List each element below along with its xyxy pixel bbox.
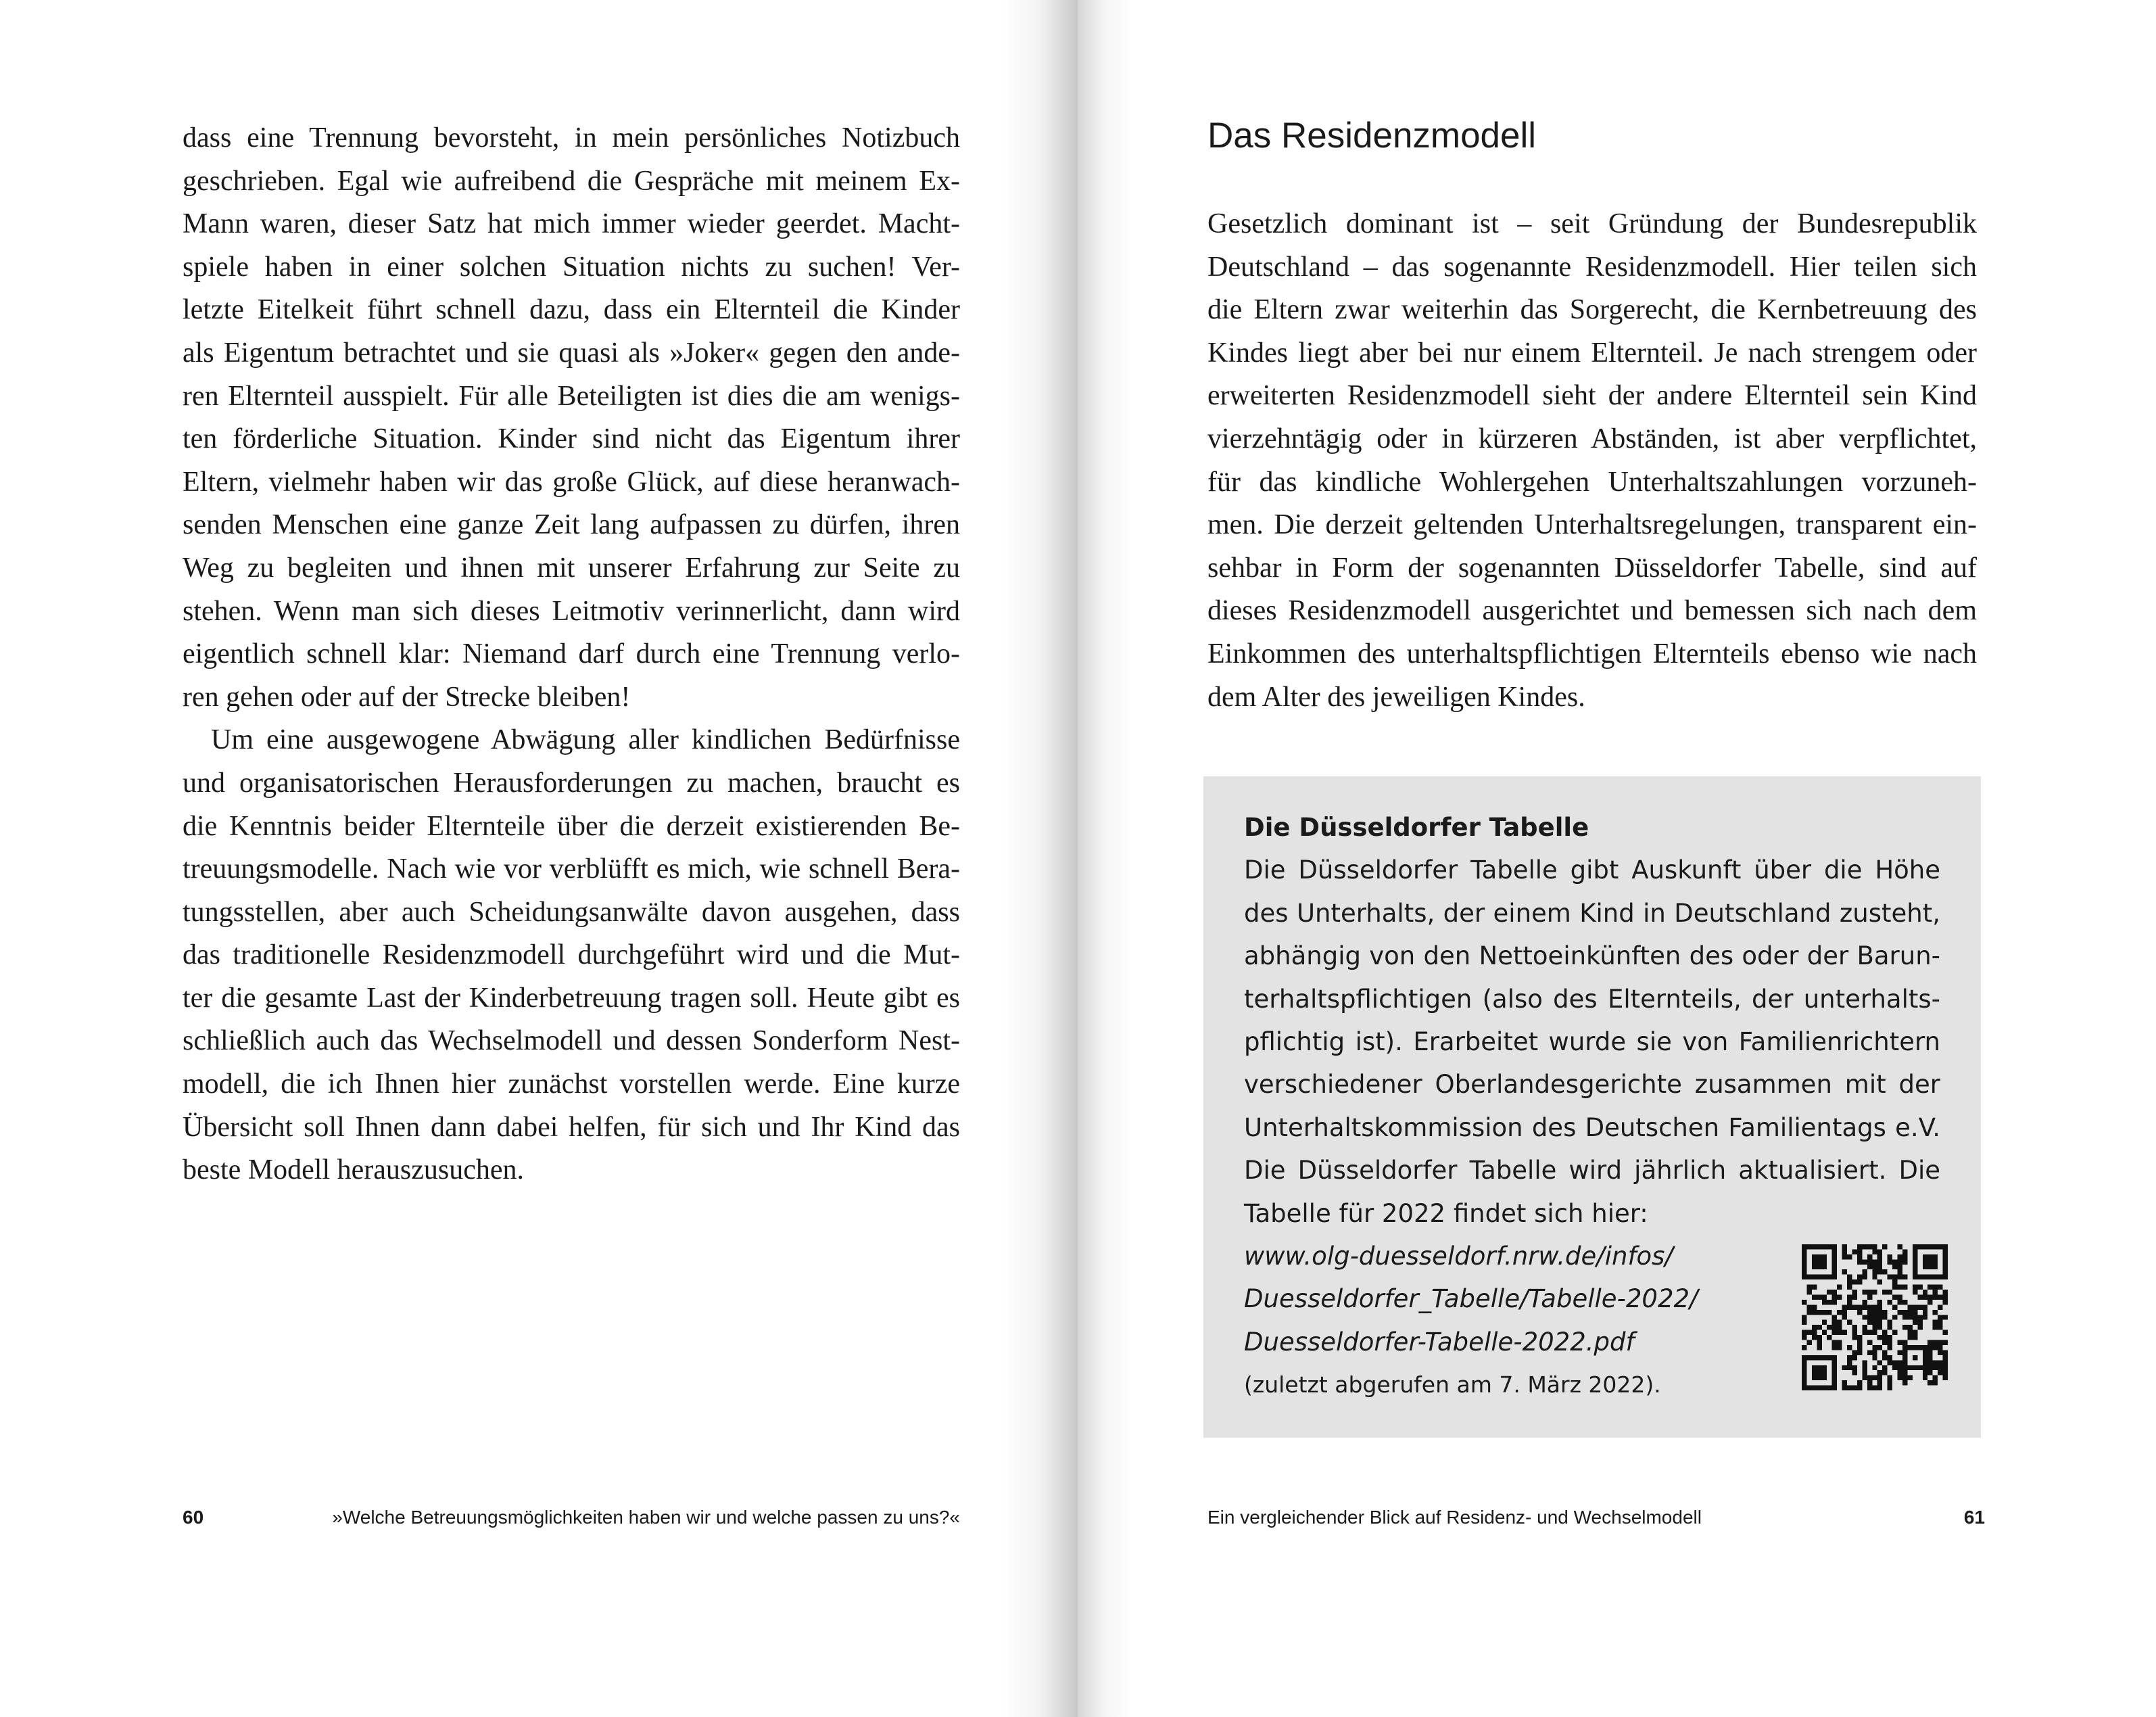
info-box-title: Die Düsseldorfer Tabelle xyxy=(1244,813,1589,842)
body-line: sehbar in Form der sogenannten Düsseldorfer Tabelle, sind auf xyxy=(1207,552,1977,584)
info-line: Die Düsseldorfer Tabelle gibt Auskunft über die Höhe xyxy=(1244,855,1940,885)
body-line: erweiterten Residenzmodell sieht der andere Elternteil sein Kind xyxy=(1207,380,1977,412)
url-line[interactable]: www.olg-duesseldorf.nrw.de/infos/ xyxy=(1244,1242,1673,1271)
info-box xyxy=(1203,776,1981,1438)
body-line: senden Menschen eine ganze Zeit lang aufpassen zu dürfen, ihren xyxy=(183,509,960,541)
body-line: Übersicht soll Ihnen dann dabei helfen, für sich und Ihr Kind das xyxy=(183,1111,960,1143)
body-line: Einkommen des unterhaltspflichtigen Elternteils ebenso wie nach xyxy=(1207,638,1977,669)
section-heading: Das Residenzmodell xyxy=(1207,116,1537,156)
body-line: ter die gesamte Last der Kinderbetreuung tragen soll. Heute gibt es xyxy=(183,982,960,1014)
info-line: Unterhaltskommission des Deutschen Familientags e.V. xyxy=(1244,1112,1940,1142)
url-line[interactable]: Duesseldorfer_Tabelle/Tabelle-2022/ xyxy=(1244,1284,1698,1314)
body-line: Eltern, vielmehr haben wir das große Glück, auf diese heranwach- xyxy=(183,466,960,498)
info-line: Tabelle für 2022 findet sich hier: xyxy=(1244,1198,1648,1228)
left-page-body xyxy=(183,117,960,1192)
info-line: Die Düsseldorfer Tabelle wird jährlich aktualisiert. Die xyxy=(1244,1156,1940,1185)
body-line: ren Elternteil ausspielt. Für alle Beteiligten ist dies die am wenigs- xyxy=(183,380,960,412)
body-line: beste Modell herauszusuchen. xyxy=(183,1154,525,1186)
info-line: verschiedener Oberlandesgerichte zusammen mit der xyxy=(1244,1070,1940,1100)
body-line: stehen. Wenn man sich dieses Leitmotiv verinnerlicht, dann wird xyxy=(183,595,960,627)
body-line: vierzehntägig oder in kürzeren Abständen, ist aber verpflichtet, xyxy=(1207,423,1977,454)
body-line: dem Alter des jeweiligen Kindes. xyxy=(1207,681,1585,713)
right-page xyxy=(1078,0,2156,1717)
body-line: treuungsmodelle. Nach wie vor verblüfft es mich, wie schnell Bera- xyxy=(183,853,960,885)
body-line: dieses Residenzmodell ausgerichtet und bemessen sich nach dem xyxy=(1207,595,1977,627)
body-line: Weg zu begleiten und ihnen mit unserer Erfahrung zur Seite zu xyxy=(183,552,960,584)
page-number-right: 61 xyxy=(1963,1507,1985,1528)
body-line: dass eine Trennung bevorsteht, in mein persönliches Notizbuch xyxy=(183,122,960,154)
retrieved-note: (zuletzt abgerufen am 7. März 2022). xyxy=(1244,1371,1661,1398)
body-line: letzte Eitelkeit führt schnell dazu, dass ein Elternteil die Kinder xyxy=(183,294,960,326)
body-line: Gesetzlich dominant ist – seit Gründung der Bundesrepublik xyxy=(1207,208,1977,239)
body-line: tungsstellen, aber auch Scheidungsanwälte davon ausgehen, dass xyxy=(183,896,960,928)
body-line: spiele haben in einer solchen Situation nichts zu suchen! Ver- xyxy=(183,251,960,283)
body-line: Kindes liegt aber bei nur einem Elternteil. Je nach strengem oder xyxy=(1207,337,1977,369)
body-line: men. Die derzeit geltenden Unterhaltsregelungen, transparent ein- xyxy=(1207,509,1977,541)
running-title-right: Ein vergleichender Blick auf Residenz- und Wechselmodell xyxy=(1207,1507,1702,1528)
body-line: das traditionelle Residenzmodell durchgeführt wird und die Mut- xyxy=(183,939,960,971)
info-line: abhängig von den Nettoeinkünften des oder der Barun- xyxy=(1244,941,1940,971)
body-line: geschrieben. Egal wie aufreibend die Gespräche mit meinem Ex- xyxy=(183,165,960,197)
info-line: pflichtig ist). Erarbeitet wurde sie von Familienrichtern xyxy=(1244,1027,1940,1057)
body-line: Mann waren, dieser Satz hat mich immer wieder geerdet. Macht- xyxy=(183,208,960,240)
running-title-left: »Welche Betreuungsmöglichkeiten haben wir und welche passen zu uns?« xyxy=(332,1507,960,1528)
body-line: die Eltern zwar weiterhin das Sorgerecht, die Kernbetreuung des xyxy=(1207,294,1977,326)
gutter-shadow-right xyxy=(1078,0,1132,1717)
right-page-body xyxy=(1207,203,1977,719)
gutter-shadow-left xyxy=(1003,0,1078,1717)
body-line: für das kindliche Wohlergehen Unterhaltszahlungen vorzuneh- xyxy=(1207,466,1977,498)
body-line: modell, die ich Ihnen hier zunächst vorstellen werde. Eine kurze xyxy=(183,1068,960,1100)
qr-code-icon xyxy=(1802,1244,1948,1390)
info-line: terhaltspflichtigen (also des Elternteils, der unterhalts- xyxy=(1244,984,1940,1014)
body-line: ten förderliche Situation. Kinder sind nicht das Eigentum ihrer xyxy=(183,423,960,455)
info-line: des Unterhalts, der einem Kind in Deutschland zusteht, xyxy=(1244,898,1940,928)
body-line: eigentlich schnell klar: Niemand darf durch eine Trennung verlo- xyxy=(183,638,960,670)
body-line: Deutschland – das sogenannte Residenzmodell. Hier teilen sich xyxy=(1207,251,1977,283)
body-line-indented: Um eine ausgewogene Abwägung aller kindlichen Bedürfnisse xyxy=(211,724,960,756)
url-line[interactable]: Duesseldorfer-Tabelle-2022.pdf xyxy=(1244,1327,1635,1357)
body-line: ren gehen oder auf der Strecke bleiben! xyxy=(183,681,631,713)
body-line: und organisatorischen Herausforderungen zu machen, braucht es xyxy=(183,767,960,799)
body-line: die Kenntnis beider Elternteile über die derzeit existierenden Be- xyxy=(183,810,960,842)
body-line: als Eigentum betrachtet und sie quasi als »Joker« gegen den ande- xyxy=(183,337,960,369)
page-number-left: 60 xyxy=(183,1507,204,1528)
body-line: schließlich auch das Wechselmodell und dessen Sonderform Nest- xyxy=(183,1025,960,1057)
